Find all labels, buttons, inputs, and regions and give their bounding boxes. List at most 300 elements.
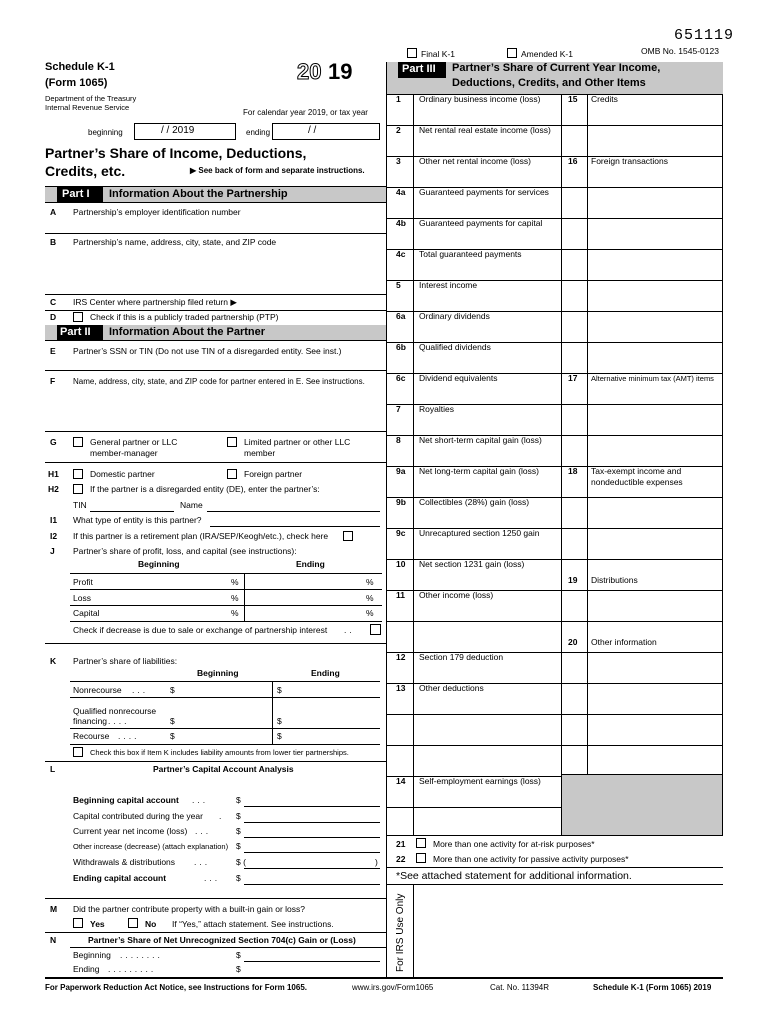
line-9a-amount-field[interactable]	[415, 478, 560, 495]
rule	[244, 884, 380, 885]
limited-partner-checkbox[interactable]	[227, 437, 237, 447]
line-12-label: Section 179 deduction	[419, 652, 504, 662]
line-d-label: Check if this is a publicly traded partnership (PTP)	[90, 312, 279, 322]
part3-title-1: Partner’s Share of Current Year Income,	[452, 62, 661, 74]
part1-tag: Part I	[62, 188, 90, 200]
part1-title: Information About the Partnership	[109, 188, 288, 200]
line-3-num: 3	[396, 156, 401, 166]
dot-leader: ...	[132, 685, 149, 695]
line-8-amount-field[interactable]	[415, 447, 560, 464]
line-9c-label: Unrecaptured section 1250 gain	[419, 528, 540, 538]
rule	[562, 745, 722, 746]
line-j-letter: J	[50, 546, 55, 556]
m-no-checkbox[interactable]	[128, 918, 138, 928]
partnership-ein-field[interactable]	[70, 218, 384, 232]
rule	[272, 681, 273, 744]
dollar-sign: $	[236, 964, 241, 974]
line-c-label: IRS Center where partnership filed return ▶	[73, 297, 237, 307]
line-j-label: Partner’s share of profit, loss, and capital (see instructions):	[73, 546, 297, 556]
dot-leader: ...	[192, 795, 209, 805]
part2-tag: Part II	[60, 326, 91, 338]
line-7-num: 7	[396, 404, 401, 414]
entity-type-field[interactable]	[210, 514, 380, 526]
line-3-label: Other net rental income (loss)	[419, 156, 531, 166]
dollar-sign: $	[236, 873, 241, 883]
rule	[387, 342, 562, 343]
line-6b-amount-field[interactable]	[415, 354, 560, 371]
profit-beginning-field[interactable]	[110, 574, 230, 589]
beginning-capital-field[interactable]	[244, 794, 380, 806]
line-6a-amount-field[interactable]	[415, 323, 560, 340]
line-22-label: More than one activity for passive activity purposes*	[433, 854, 629, 864]
final-k1-checkbox[interactable]	[407, 48, 417, 58]
line-3-amount-field[interactable]	[415, 168, 560, 185]
rule	[70, 744, 380, 745]
dollar-paren-open: $ (	[236, 857, 246, 867]
line-e-letter: E	[50, 346, 56, 356]
line-17-label: Alternative minimum tax (AMT) items	[591, 374, 714, 383]
rule	[562, 280, 722, 281]
general-partner-checkbox[interactable]	[73, 437, 83, 447]
rule	[387, 590, 562, 591]
recourse-beginning-field[interactable]	[180, 729, 270, 744]
n-ending-label: Ending	[73, 964, 100, 974]
rule	[210, 526, 380, 527]
dollar-sign: $	[236, 811, 241, 821]
line-i2-letter: I2	[50, 531, 58, 541]
line-c-letter: C	[50, 297, 57, 307]
line-16-num: 16	[568, 156, 578, 166]
rule	[562, 497, 722, 498]
line-4a-amount-field[interactable]	[415, 199, 560, 216]
line-4b-label: Guaranteed payments for capital	[419, 218, 543, 228]
rule	[387, 187, 562, 188]
rule	[90, 511, 174, 512]
pct-sign: %	[366, 593, 374, 603]
rule	[562, 528, 722, 529]
line-9c-amount-field[interactable]	[415, 540, 560, 557]
l-row-ending: Ending capital account	[73, 873, 167, 883]
dot-leader: .........	[108, 964, 157, 974]
line-1-label: Ordinary business income (loss)	[419, 94, 541, 104]
part2-title: Information About the Partner	[109, 326, 266, 338]
foreign-partner-label: Foreign partner	[244, 469, 303, 479]
line-19-label: Distributions	[591, 575, 638, 585]
line-13-label: Other deductions	[419, 683, 484, 693]
line-4c-label: Total guaranteed payments	[419, 249, 522, 259]
line-n-letter: N	[50, 935, 57, 945]
line-13-num: 13	[396, 683, 406, 693]
line-11-label: Other income (loss)	[419, 590, 494, 600]
line-10-amount-field[interactable]	[415, 571, 560, 588]
recourse-ending-field[interactable]	[285, 729, 380, 744]
nonrecourse-ending-field[interactable]	[285, 682, 380, 697]
rule	[244, 868, 380, 869]
n-ending-field[interactable]	[244, 963, 380, 975]
rule	[562, 311, 722, 312]
rule	[562, 218, 722, 219]
n-beginning-field[interactable]	[244, 949, 380, 961]
l-row-net-income: Current year net income (loss)	[73, 826, 188, 836]
amt-items-field[interactable]	[590, 388, 720, 404]
retirement-plan-checkbox[interactable]	[343, 531, 353, 541]
rule	[387, 776, 562, 777]
line-12-num: 12	[396, 652, 406, 662]
line-5-amount-field[interactable]	[415, 292, 560, 309]
rule	[207, 511, 380, 512]
rule	[387, 156, 562, 157]
line-5-num: 5	[396, 280, 401, 290]
line-e-label: Partner’s SSN or TIN (Do not use TIN of a disregarded entity. See inst.)	[73, 346, 342, 356]
rule	[562, 683, 722, 684]
rule	[244, 806, 380, 807]
line-6c-num: 6c	[396, 373, 406, 383]
ptp-checkbox[interactable]	[73, 312, 83, 322]
irs-use-area	[415, 886, 721, 976]
rule	[244, 822, 380, 823]
withdrawals-field[interactable]	[250, 856, 374, 868]
rule	[45, 233, 386, 234]
line-a-letter: A	[50, 207, 57, 217]
line-20-label: Other information	[591, 637, 657, 647]
line-6c-label: Dividend equivalents	[419, 373, 498, 383]
rule	[45, 431, 386, 432]
general-partner-label: General partner or LLC	[90, 437, 178, 447]
pct-sign: %	[231, 577, 239, 587]
beginning-label: beginning	[88, 128, 123, 137]
disregarded-entity-checkbox[interactable]	[73, 484, 83, 494]
n-beginning-label: Beginning	[73, 950, 111, 960]
partnership-address-field[interactable]	[70, 250, 384, 292]
line-14-label: Self-employment earnings (loss)	[419, 776, 541, 786]
line-i1-label: What type of entity is this partner?	[73, 515, 202, 525]
line-i2-label: If this partner is a retirement plan (IRA/SEP/Keogh/etc.), check here	[73, 531, 329, 541]
rule	[387, 218, 562, 219]
rule	[45, 898, 386, 899]
m-yes-checkbox[interactable]	[73, 918, 83, 928]
line-b-label: Partnership’s name, address, city, state, and ZIP code	[73, 237, 277, 247]
l-row-withdrawals: Withdrawals & distributions	[73, 857, 176, 867]
rule	[387, 404, 562, 405]
dollar-sign: $	[277, 685, 282, 695]
partner-address-field[interactable]	[70, 390, 384, 428]
tin-label: TIN	[73, 500, 87, 510]
k-recourse-label: Recourse	[73, 731, 110, 741]
line-4a-num: 4a	[396, 187, 406, 197]
rule	[45, 310, 386, 311]
line-18-num: 18	[568, 466, 578, 476]
shaded-area	[562, 774, 722, 835]
rule	[244, 837, 380, 838]
other-increase-field[interactable]	[244, 840, 380, 852]
schedule-title: Schedule K-1	[45, 61, 115, 73]
barcode-number: 651119	[674, 27, 735, 44]
rule	[562, 621, 722, 622]
end-date-field[interactable]	[272, 123, 380, 140]
general-partner-label-2: member-manager	[90, 448, 158, 458]
calendar-year-note: For calendar year 2019, or tax year	[243, 108, 368, 117]
pct-sign: %	[366, 608, 374, 618]
rule	[244, 573, 245, 621]
line-a-label: Partnership’s employer identification number	[73, 207, 241, 217]
rule	[387, 884, 723, 885]
net-income-field[interactable]	[244, 825, 380, 837]
rule	[387, 466, 562, 467]
m-yes-label: Yes	[90, 919, 105, 929]
line-19-num: 19	[568, 575, 578, 585]
rule	[387, 497, 562, 498]
dollar-sign: $	[236, 950, 241, 960]
line-h1-letter: H1	[48, 469, 59, 479]
dollar-sign: $	[277, 731, 282, 741]
nonrecourse-beginning-field[interactable]	[180, 682, 270, 697]
right-num-divider	[587, 94, 588, 774]
rule	[562, 342, 722, 343]
decrease-sale-checkbox[interactable]	[370, 624, 381, 635]
foreign-transactions-field[interactable]	[590, 171, 720, 187]
rule	[45, 294, 386, 295]
rule	[244, 852, 380, 853]
line-m-letter: M	[50, 904, 58, 914]
line-m-label: Did the partner contribute property with a built-in gain or loss?	[73, 904, 305, 914]
dollar-sign: $	[236, 795, 241, 805]
credits-field[interactable]	[590, 109, 720, 125]
dot-leader: ..	[344, 625, 355, 635]
line-1-amount-field[interactable]	[415, 106, 560, 123]
rule	[387, 807, 562, 808]
footer-paperwork: For Paperwork Reduction Act Notice, see Instructions for Form 1065.	[45, 983, 307, 992]
omb-number: OMB No. 1545-0123	[641, 46, 719, 56]
k-nonrecourse-label: Nonrecourse	[73, 685, 122, 695]
line-f-label: Name, address, city, state, and ZIP code for partner entered in E. See instructions.	[73, 377, 365, 386]
rule	[387, 249, 562, 250]
part3-title-2: Deductions, Credits, and Other Items	[452, 77, 646, 89]
form-title-2: Credits, etc.	[45, 163, 126, 179]
rule	[387, 125, 562, 126]
limited-partner-label-2: member	[244, 448, 276, 458]
bottom-rule	[45, 977, 723, 979]
footer-cat-no: Cat. No. 11394R	[490, 983, 549, 992]
line-14-amount-field[interactable]	[415, 788, 560, 805]
line-k-label: Partner’s share of liabilities:	[73, 656, 178, 666]
rule	[387, 745, 562, 746]
rule	[45, 340, 386, 341]
line-7-amount-field[interactable]	[415, 416, 560, 433]
rule	[562, 249, 722, 250]
line-4c-num: 4c	[396, 249, 406, 259]
rule	[45, 761, 386, 762]
dollar-sign: $	[236, 841, 241, 851]
dept-line-1: Department of the Treasury	[45, 94, 137, 103]
pct-sign: %	[231, 608, 239, 618]
at-risk-checkbox[interactable]	[416, 838, 426, 848]
rule	[562, 774, 722, 775]
line-f-letter: F	[50, 376, 56, 386]
j-row-loss: Loss	[73, 593, 91, 603]
rule	[562, 404, 722, 405]
ending-capital-field[interactable]	[244, 872, 380, 884]
paren-close: )	[375, 857, 378, 867]
rule	[562, 187, 722, 188]
ending-label: ending	[246, 128, 271, 137]
line-l-letter: L	[50, 764, 56, 774]
dot-leader: ....	[108, 716, 130, 726]
rule	[45, 643, 386, 644]
form-title-1: Partner’s Share of Income, Deductions,	[45, 145, 307, 161]
line-9a-label: Net long-term capital gain (loss)	[419, 466, 539, 476]
line-h2-label: If the partner is a disregarded entity (DE), enter the partner’s:	[90, 484, 320, 494]
year-outline: 20	[297, 59, 322, 84]
line-2-label: Net rental real estate income (loss)	[419, 125, 551, 135]
rule	[387, 621, 562, 622]
profit-ending-field[interactable]	[246, 574, 364, 589]
rule	[387, 435, 562, 436]
rule	[413, 885, 414, 977]
j-ending-header: Ending	[296, 559, 325, 569]
other-information-field[interactable]	[590, 652, 720, 668]
rule	[387, 835, 723, 836]
line-8-num: 8	[396, 435, 401, 445]
rule	[387, 311, 562, 312]
j-beginning-header: Beginning	[138, 559, 180, 569]
line-4a-label: Guaranteed payments for services	[419, 187, 549, 197]
dollar-sign: $	[170, 716, 175, 726]
line-4b-amount-field[interactable]	[415, 230, 560, 247]
de-name-field[interactable]	[207, 499, 380, 511]
passive-activity-checkbox[interactable]	[416, 853, 426, 863]
dollar-sign: $	[170, 685, 175, 695]
rule	[70, 621, 382, 622]
dollar-sign: $	[170, 731, 175, 741]
line-16-label: Foreign transactions	[591, 156, 669, 166]
see-back-note: ▶ See back of form and separate instructions.	[190, 166, 365, 175]
line-18-label: Tax-exempt income and	[591, 466, 682, 476]
foreign-partner-checkbox[interactable]	[227, 469, 237, 479]
line-13-amount-field[interactable]	[415, 695, 560, 712]
rule	[244, 961, 380, 962]
rule	[387, 867, 723, 868]
line-6a-num: 6a	[396, 311, 406, 321]
year-bold: 19	[328, 59, 353, 84]
name-label: Name	[180, 500, 203, 510]
j-row-capital: Capital	[73, 608, 100, 618]
k-qualified-label-1: Qualified nonrecourse	[73, 706, 157, 716]
j-row-profit: Profit	[73, 577, 93, 587]
line-9b-label: Collectibles (28%) gain (loss)	[419, 497, 530, 507]
amended-k1-checkbox[interactable]	[507, 48, 517, 58]
de-tin-field[interactable]	[90, 499, 174, 511]
line-10-label: Net section 1231 gain (loss)	[419, 559, 525, 569]
dot-leader: ........	[120, 950, 163, 960]
l-row-beginning: Beginning capital account	[73, 795, 179, 805]
line-2-amount-field[interactable]	[415, 137, 560, 154]
line-i1-letter: I1	[50, 515, 58, 525]
loss-ending-field[interactable]	[246, 590, 364, 605]
line-14-num: 14	[396, 776, 406, 786]
line-21-num: 21	[396, 839, 406, 849]
lower-tier-checkbox[interactable]	[73, 747, 83, 757]
line-k-letter: K	[50, 656, 57, 666]
pct-sign: %	[231, 593, 239, 603]
m-note: If “Yes,” attach statement. See instructions.	[172, 919, 334, 929]
line-8-label: Net short-term capital gain (loss)	[419, 435, 542, 445]
qualified-ending-field[interactable]	[285, 713, 380, 728]
line-4c-amount-field[interactable]	[415, 261, 560, 278]
line-11-num: 11	[396, 590, 405, 600]
qualified-beginning-field[interactable]	[180, 713, 270, 728]
domestic-partner-label: Domestic partner	[90, 469, 155, 479]
rule	[387, 652, 562, 653]
k-lower-tier-label: Check this box if Item K includes liability amounts from lower tier partnerships.	[90, 748, 349, 757]
line-1-num: 1	[396, 94, 401, 104]
end-date-value: / /	[308, 125, 317, 136]
footer-url[interactable]: www.irs.gov/Form1065	[352, 983, 434, 992]
loss-beginning-field[interactable]	[110, 590, 230, 605]
pct-sign: %	[366, 577, 374, 587]
line-5-label: Interest income	[419, 280, 478, 290]
rule	[70, 947, 386, 948]
dept-line-2: Internal Revenue Service	[45, 103, 130, 112]
capital-beginning-field[interactable]	[110, 606, 230, 621]
line-h2-letter: H2	[48, 484, 59, 494]
m-no-label: No	[145, 919, 157, 929]
begin-date-value: / / 2019	[161, 125, 195, 136]
capital-ending-field[interactable]	[246, 606, 364, 621]
rule	[70, 697, 380, 698]
rule	[562, 125, 722, 126]
mid-col-divider	[561, 94, 562, 835]
line-22-num: 22	[396, 854, 406, 864]
rule	[387, 373, 562, 374]
capital-contributed-field[interactable]	[244, 810, 380, 822]
line-15-label: Credits	[591, 94, 618, 104]
line-9c-num: 9c	[396, 528, 406, 538]
line-b-letter: B	[50, 237, 57, 247]
line-17-num: 17	[568, 373, 578, 383]
l-row-contributed: Capital contributed during the year	[73, 811, 203, 821]
rule	[387, 280, 562, 281]
line-g-letter: G	[50, 437, 57, 447]
amended-k1-label: Amended K-1	[521, 49, 573, 59]
k-ending-header: Ending	[311, 668, 340, 678]
final-k1-label: Final K-1	[421, 49, 456, 59]
distributions-field[interactable]	[590, 590, 720, 606]
line-12-amount-field[interactable]	[415, 664, 560, 681]
limited-partner-label: Limited partner or other LLC	[244, 437, 351, 447]
right-edge	[722, 94, 723, 835]
line-15-num: 15	[568, 94, 578, 104]
rule	[45, 932, 386, 933]
line-9b-num: 9b	[396, 497, 406, 507]
domestic-partner-checkbox[interactable]	[73, 469, 83, 479]
line-9a-num: 9a	[396, 466, 406, 476]
rule	[562, 435, 722, 436]
dollar-sign: $	[277, 716, 282, 726]
line-10-num: 10	[396, 559, 406, 569]
line-9b-amount-field[interactable]	[415, 509, 560, 526]
line-6b-num: 6b	[396, 342, 406, 352]
line-6a-label: Ordinary dividends	[419, 311, 490, 321]
k-beginning-header: Beginning	[197, 668, 239, 678]
footer-form-id: Schedule K-1 (Form 1065) 2019	[593, 983, 712, 992]
line-6c-amount-field[interactable]	[415, 385, 560, 402]
l-title: Partner’s Capital Account Analysis	[153, 764, 294, 774]
line-11-amount-field[interactable]	[415, 602, 560, 619]
rule	[387, 683, 562, 684]
dot-leader: ...	[195, 826, 212, 836]
line-2-num: 2	[396, 125, 401, 135]
rule	[562, 714, 722, 715]
